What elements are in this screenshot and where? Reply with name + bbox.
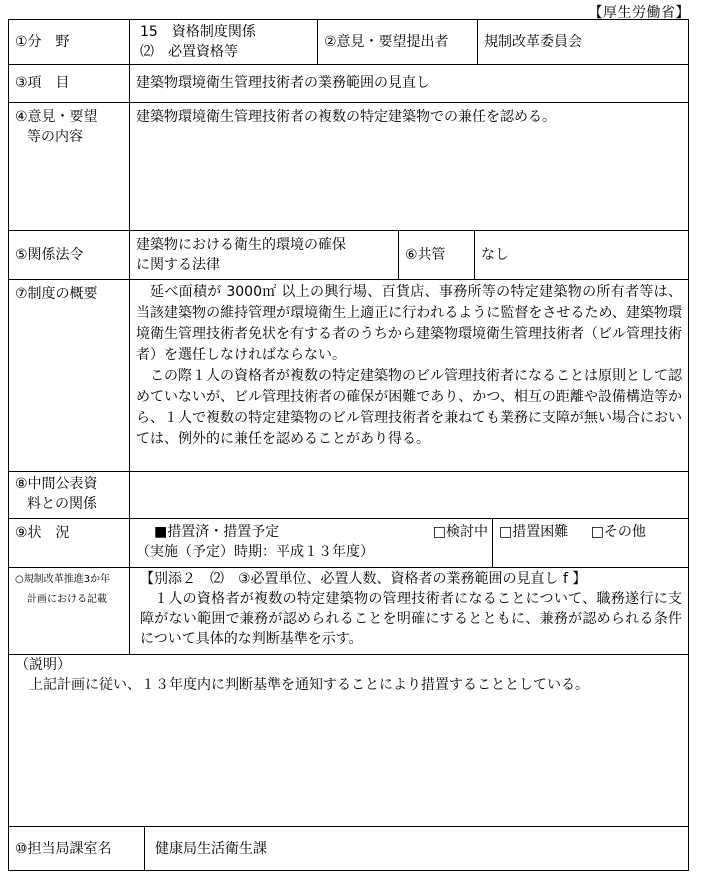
status-difficult-checkbox: □措置困難: [499, 524, 569, 540]
submitter-value: 規制改革委員会: [477, 20, 688, 64]
request-label: [9, 103, 129, 230]
interim-value: [129, 472, 688, 518]
row-overview: [8, 279, 689, 471]
field-value-line2: ⑵ 必置資格等: [140, 44, 238, 60]
overview-value: [129, 280, 688, 471]
plan-reference: 【別添２ ⑵ ③必置単位、必置人数、資格者の業務範囲の見直し f 】: [140, 571, 587, 587]
status-review-checkbox: □検討中: [432, 524, 488, 540]
ministry-label: 【厚生労働省】: [588, 5, 690, 21]
submitter-label: ②意見・要望提出者: [317, 20, 477, 64]
status-side: [492, 519, 688, 567]
status-main: [129, 519, 492, 567]
overview-paragraph-2: この際１人の資格者が複数の特定建築物のビル管理技術者になることは原則として認めていないが、ビル管理技術者の確保が困難であり、かつ、相互の距離や設備構造等から、１人で複数の特定建築物のビル管理技術者を兼ねても業務に支障が無い場合においては、例外的に兼任を認めることがあり得る。: [136, 368, 682, 447]
row-interim: [8, 471, 689, 518]
law-label: ⑤関係法令: [15, 247, 84, 263]
row-field: [8, 19, 689, 64]
row-plan: [8, 567, 689, 654]
plan-paragraph: １人の資格者が複数の特定建築物の管理技術者になることについて、職務遂行に支障がない範囲で兼務が認められることを明確にするとともに、兼務が認められる条件について具体的な判断基準を示す。: [140, 591, 682, 647]
row-request: [8, 102, 689, 230]
status-taken-checkbox: ■措置済・措置予定: [154, 524, 280, 540]
field-value-line1: 15 資格制度関係: [140, 24, 256, 40]
request-value: 建築物環境衛生管理技術者の複数の特定建築物での兼任を認める。: [129, 103, 688, 230]
plan-label-line1: ○規制改革推進3か年: [15, 574, 111, 585]
law-value-line2: に関する法律: [136, 257, 220, 273]
plan-label-line2: 計画における記載: [27, 594, 107, 605]
field-label: ①分 野: [15, 34, 70, 50]
row-status: [8, 518, 689, 567]
overview-paragraph-1: 延べ面積が 3000㎡ 以上の興行場、百貨店、事務所等の特定建築物の所有者等は、当該建築物の維持管理が環境衛生上適正に行われるように監督をさせるため、建築物環境衛生管理技術者免状を有する者のうちから建築物環境衛生管理技術者（ビル管理技術者）を選任しなければならない。: [136, 284, 682, 363]
law-value: [129, 231, 398, 279]
field-value: [129, 20, 317, 64]
plan-label: [9, 568, 129, 654]
request-label-line1: ④意見・要望: [15, 109, 98, 125]
explanation-label: （説明）: [15, 657, 71, 673]
row-item: [8, 64, 689, 102]
interim-label: [9, 472, 129, 518]
item-value: 建築物環境衛生管理技術者の業務範囲の見直し: [129, 65, 688, 102]
plan-value: [129, 568, 688, 654]
status-other-checkbox: □その他: [590, 524, 646, 540]
co-jurisdiction-label: ⑥共管: [398, 231, 474, 279]
interim-label-line1: ⑧中間公表資: [15, 476, 98, 492]
status-label: ⑨状 況: [15, 525, 70, 541]
interim-label-line2: 料との関係: [27, 496, 97, 512]
explanation-text: 上記計画に従い、１３年度内に判断基準を通知することにより措置することとしている。: [29, 677, 589, 693]
co-jurisdiction-value: なし: [474, 231, 688, 279]
row-law: [8, 230, 689, 279]
request-sheet-table: [8, 19, 689, 871]
overview-label: ⑦制度の概要: [15, 286, 98, 302]
row-explanation: [8, 654, 689, 826]
request-label-line2: 等の内容: [27, 129, 83, 145]
law-value-line1: 建築物における衛生的環境の確保: [136, 237, 346, 253]
status-timing: （実施（予定）時期：平成１３年度）: [136, 544, 374, 560]
bureau-label: ⑩担当局課室名: [15, 841, 112, 857]
bureau-value: 健康局生活衛生課: [144, 827, 688, 870]
item-label: ③項 目: [15, 75, 70, 91]
row-bureau: [8, 826, 689, 871]
